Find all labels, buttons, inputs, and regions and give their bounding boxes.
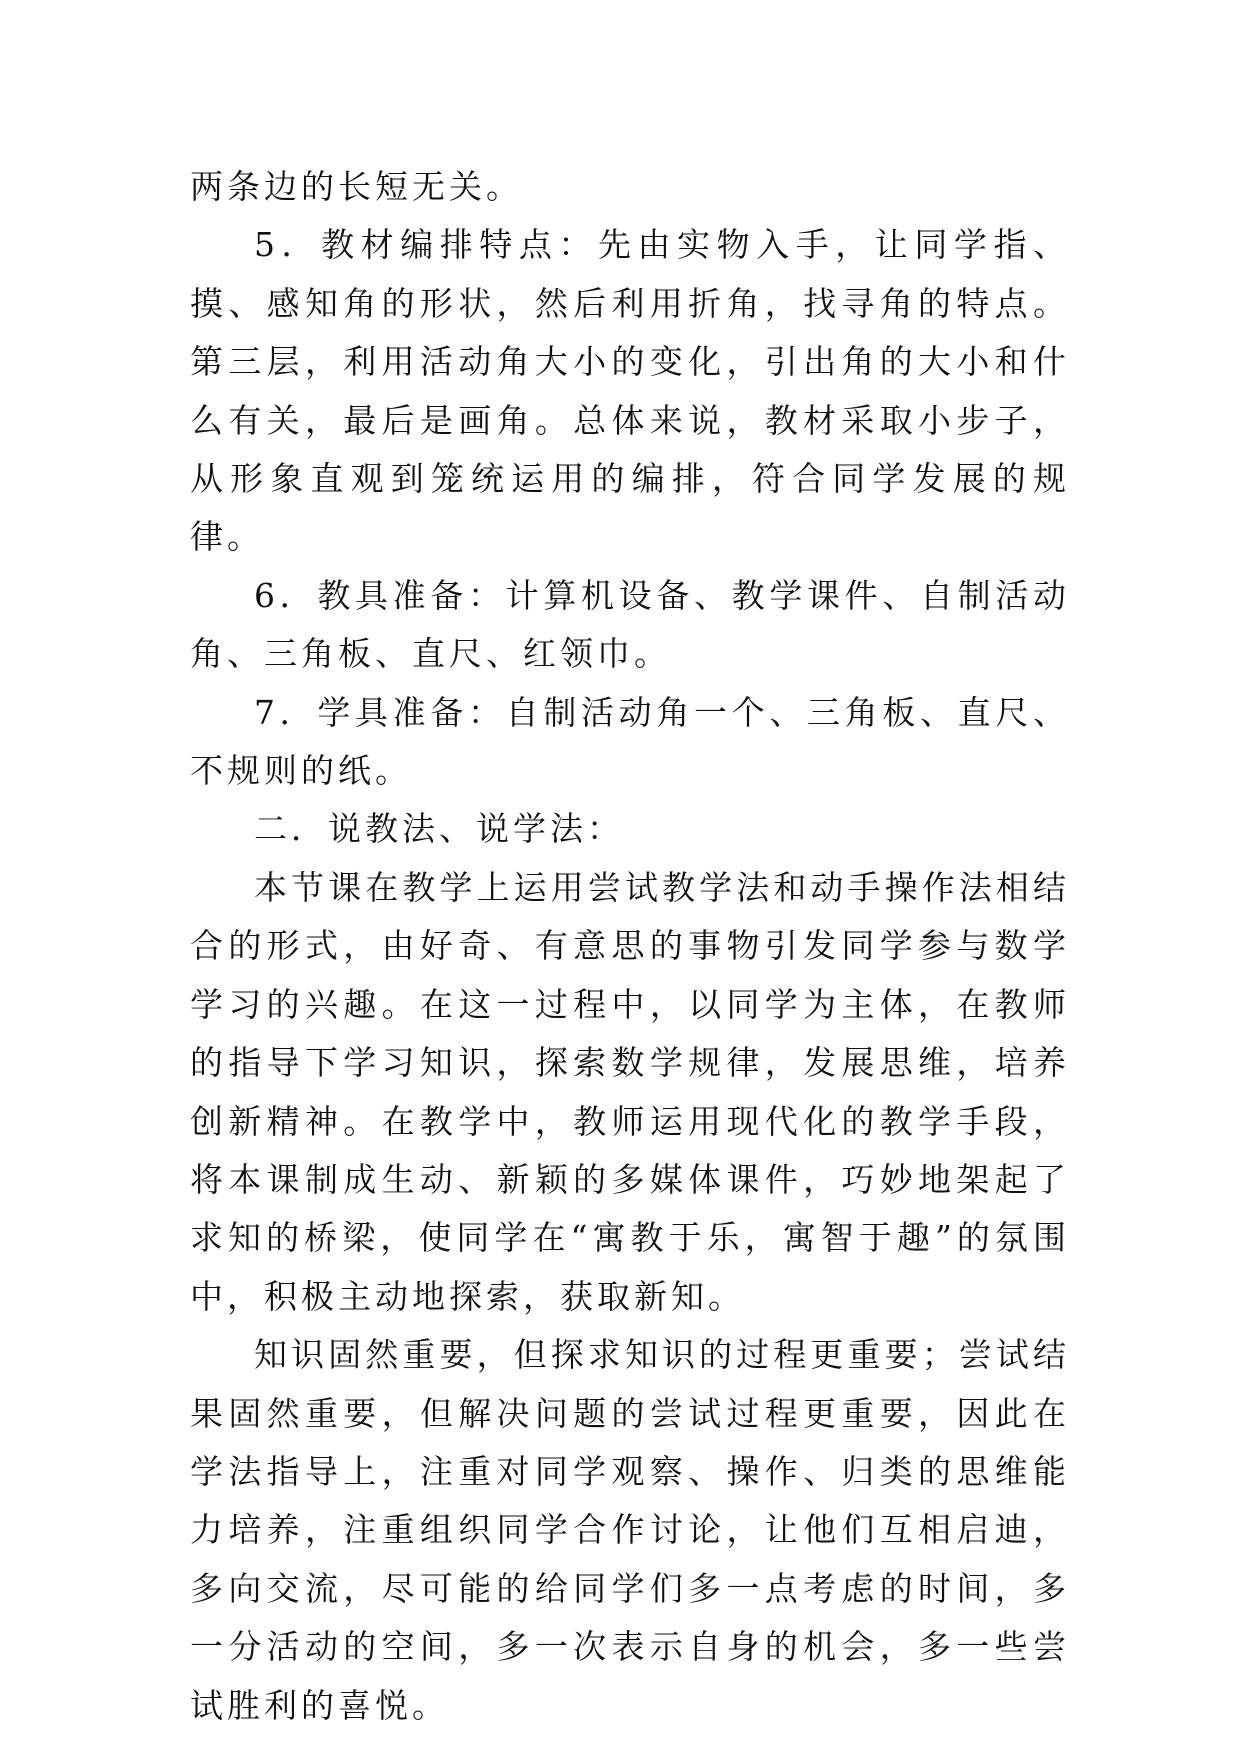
paragraph-learning-aids: 7．学具准备：自制活动角一个、三角板、直尺、不规则的纸。 (190, 692, 1070, 791)
section-heading-methods: 二．说教法、说学法： (254, 809, 624, 849)
paragraph-teaching-method: 本节课在教学上运用尝试教学法和动手操作法相结合的形式，由好奇、有意思的事物引发同学参与数学学习的兴趣。在这一过程中，以同学为主体，在教师的指导下学习知识，探索数学规律，发展思维，培养创新精神。在教学中，教师运用现代化的教学手段，将本课制成生动、新颖的多媒体课件，巧妙地架起了求知的桥梁，使同学在“寓教于乐，寓智于趣”的氛围中，积极主动地探索，获取新知。 (190, 867, 1070, 1316)
paragraph-continuation: 两条边的长短无关。 (190, 167, 523, 206)
paragraph-learning-method: 知识固然重要，但探求知识的过程更重要；尝试结果固然重要，但解决问题的尝试过程更重要，因此在学法指导上，注重对同学观察、操作、归类的思维能力培养，注重组织同学合作讨论，让他们互相启迪，多向交流，尽可能的给同学们多一点考虑的时间，多一分活动的空间，多一次表示自身的机会，多一些尝试胜利的喜悦。 (190, 1335, 1070, 1725)
document-body (190, 158, 1070, 1735)
paragraph-textbook-arrangement: 5．教材编排特点：先由实物入手，让同学指、摸、感知角的形状，然后利用折角，找寻角的特点。第三层，利用活动角大小的变化，引出角的大小和什么有关，最后是画角。总体来说，教材采取小步子，从形象直观到笼统运用的编排，符合同学发展的规律。 (190, 225, 1070, 557)
paragraph-teaching-aids: 6．教具准备：计算机设备、教学课件、自制活动角、三角板、直尺、红领巾。 (190, 575, 1070, 674)
